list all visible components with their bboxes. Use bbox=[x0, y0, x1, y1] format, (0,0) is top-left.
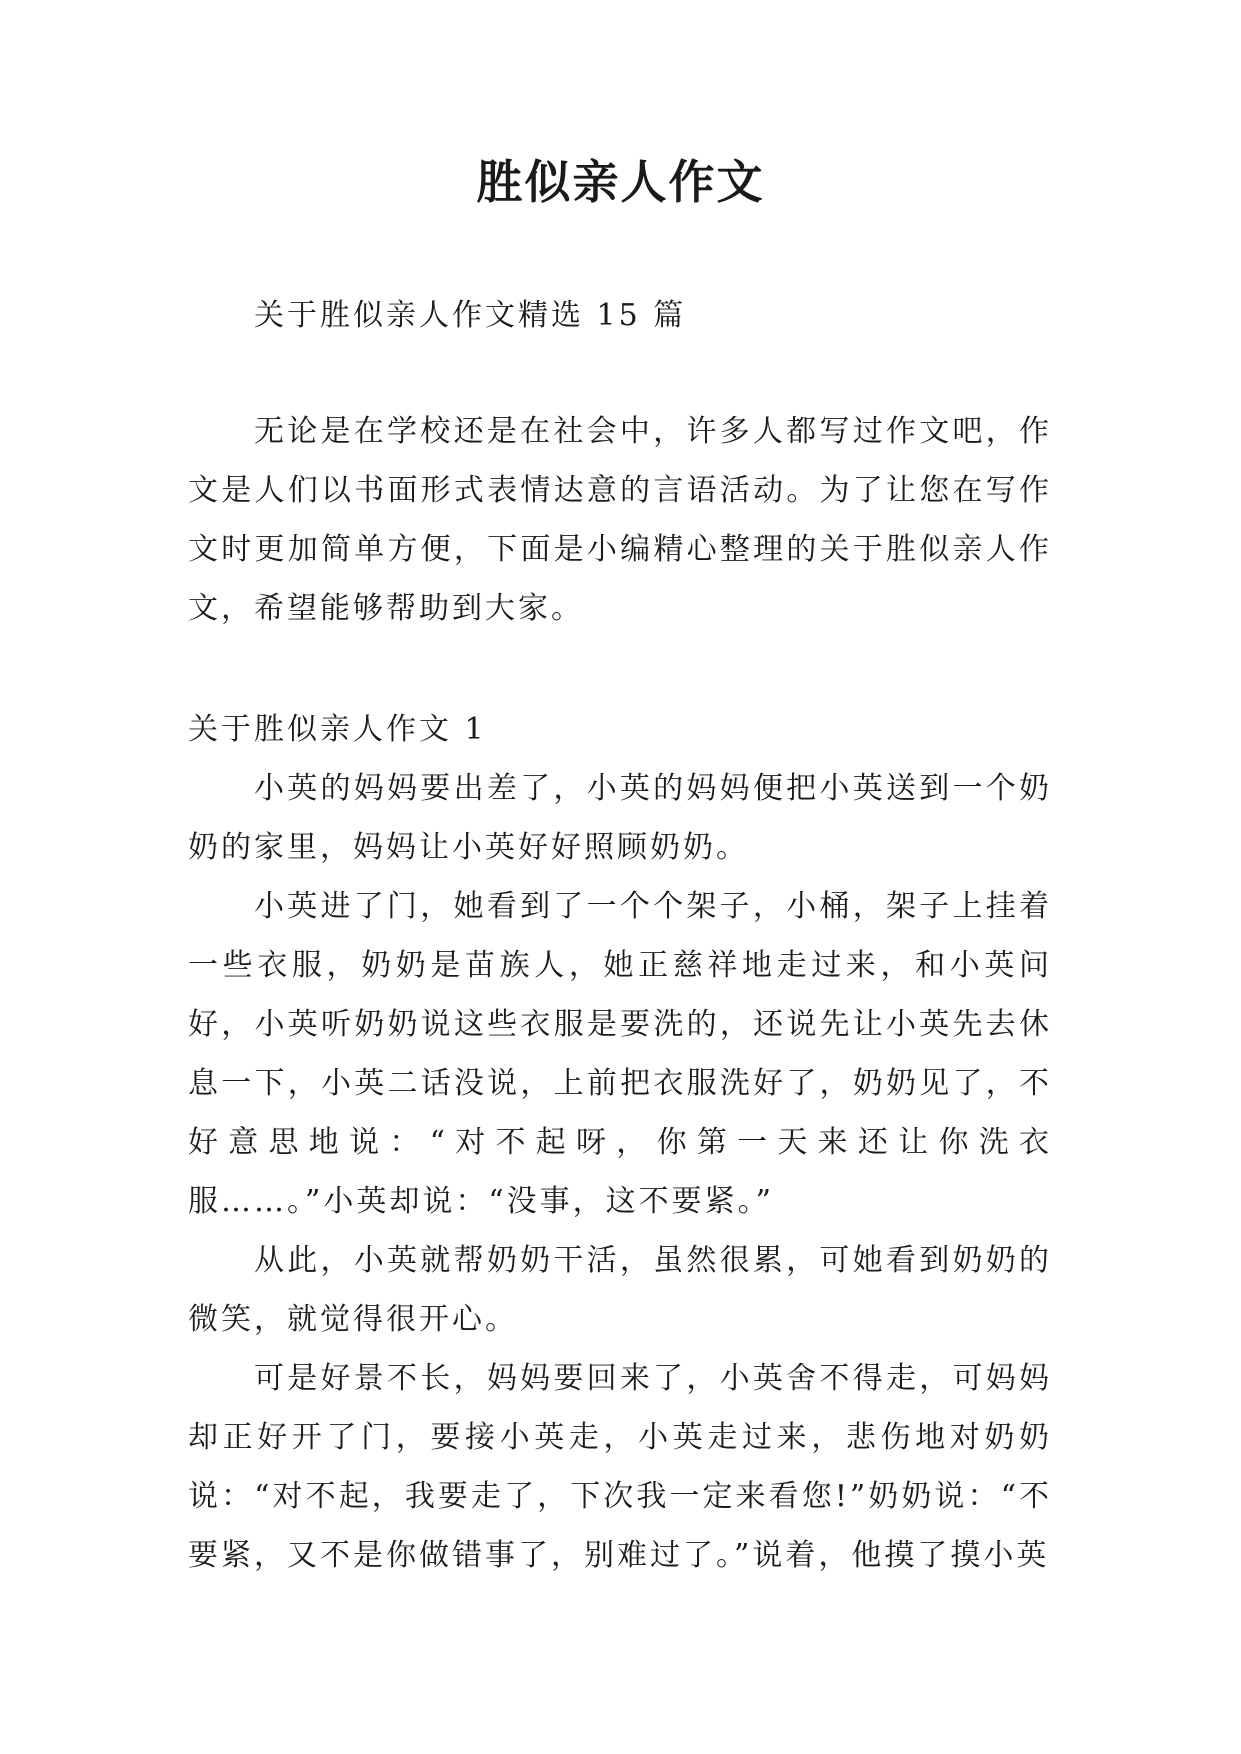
document-subtitle: 关于胜似亲人作文精选 15 篇 bbox=[254, 298, 687, 333]
document-title: 胜似亲人作文 bbox=[476, 155, 765, 209]
body-paragraph: 从此，小英就帮奶奶干活，虽然很累，可她看到奶奶的微笑，就觉得很开心。 bbox=[188, 1243, 1052, 1337]
body-paragraph: 可是好景不长，妈妈要回来了，小英舍不得走，可妈妈却正好开了门，要接小英走，小英走过来，悲伤地对奶奶说：“对不起，我要走了，下次我一定来看您!”奶奶说：“不要紧，又不是你做错事了，别难过了。”说着，他摸了摸小英 bbox=[188, 1361, 1052, 1573]
body-paragraph: 小英的妈妈要出差了，小英的妈妈便把小英送到一个奶奶的家里，妈妈让小英好好照顾奶奶。 bbox=[188, 771, 1052, 865]
document-body bbox=[188, 286, 1052, 1585]
body-paragraph: 小英进了门，她看到了一个个架子，小桶，架子上挂着一些衣服，奶奶是苗族人，她正慈祥地走过来，和小英问好，小英听奶奶说这些衣服是要洗的，还说先让小英先去休息一下，小英二话没说，上前把衣服洗好了，奶奶见了，不好意思地说：“对不起呀，你第一天来还让你洗衣服……。”小英却说：“没事，这不要紧。” bbox=[188, 889, 1052, 1219]
intro-paragraph: 无论是在学校还是在社会中，许多人都写过作文吧，作文是人们以书面形式表情达意的言语活动。为了让您在写作文时更加简单方便，下面是小编精心整理的关于胜似亲人作文，希望能够帮助到大家。 bbox=[188, 414, 1052, 626]
section-heading: 关于胜似亲人作文 1 bbox=[188, 712, 487, 747]
